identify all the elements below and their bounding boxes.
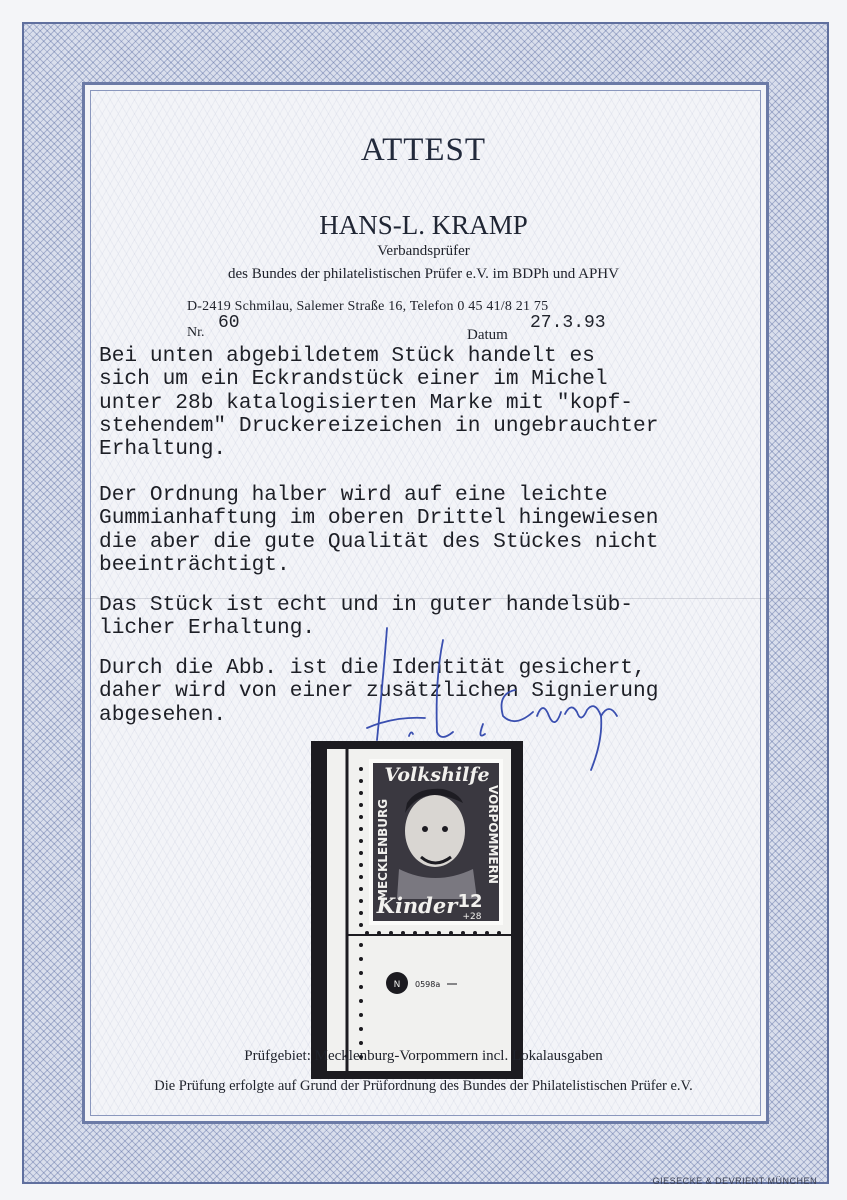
paragraph-identity: Durch die Abb. ist die Identität gesichert, daher wird von einer zusätzlichen Signierung abgesehen. <box>99 656 659 727</box>
stamp-left-text: MECKLENBURG <box>376 798 390 901</box>
datum-label: Datum <box>467 327 508 343</box>
paragraph-description: Bei unten abgebildetem Stück handelt es sich um ein Eckrandstück einer im Michel unter 28b katalogisierten Marke mit "kopf- stehendem" Druckereizeichen in ungebrauchter Erhaltung. <box>99 344 659 462</box>
stamp-photo <box>311 741 523 1079</box>
boy-face <box>405 795 465 867</box>
nr-value: 60 <box>218 313 240 333</box>
stamp-image <box>327 749 511 1071</box>
certificate-title: ATTEST <box>360 132 487 168</box>
examination-note: Die Prüfung erfolgte auf Grund der Prüfordnung des Bundes der Philatelistischen Prüfer e.V. <box>154 1078 693 1094</box>
examiner-signature <box>365 620 625 790</box>
examiner-name: HANS-L. KRAMP <box>319 210 528 240</box>
datum-value: 27.3.93 <box>530 313 606 333</box>
svg-text:N: N <box>393 980 401 990</box>
stamp-sheet-corner <box>327 749 511 1071</box>
stamp-bottom-text: Kinder <box>376 893 458 918</box>
stamp-right-text: VORPOMMERN <box>486 785 500 884</box>
examiner-organisation: des Bundes der philatelistischen Prüfer e.V. im BDPh und APHV <box>228 266 619 282</box>
examiner-address: D-2419 Schmilau, Salemer Straße 16, Telefon 0 45 41/8 21 75 <box>187 299 549 314</box>
paragraph-gum-note: Der Ordnung halber wird auf eine leichte Gummianhaftung im oberen Drittel hingewiesen die aber die gute Qualität des Stückes nicht beeinträchtigt. <box>99 483 659 577</box>
stamp-top-text: Volkshilfe <box>384 764 490 786</box>
examiner-role: Verbandsprüfer <box>377 243 470 259</box>
printer-imprint: GIESECKE & DEVRIENT MÜNCHEN <box>652 1176 817 1186</box>
printer-mark-number: 0598a <box>415 980 441 989</box>
examination-area: Prüfgebiet: Mecklenburg-Vorpommern incl. Lokalausgaben <box>244 1048 603 1064</box>
paragraph-genuine: Das Stück ist echt und in guter handelsüb- licher Erhaltung. <box>99 593 634 641</box>
nr-label: Nr. <box>187 325 205 340</box>
stamp-surcharge: +28 <box>462 912 482 922</box>
stamp-value: 12 <box>457 891 483 912</box>
